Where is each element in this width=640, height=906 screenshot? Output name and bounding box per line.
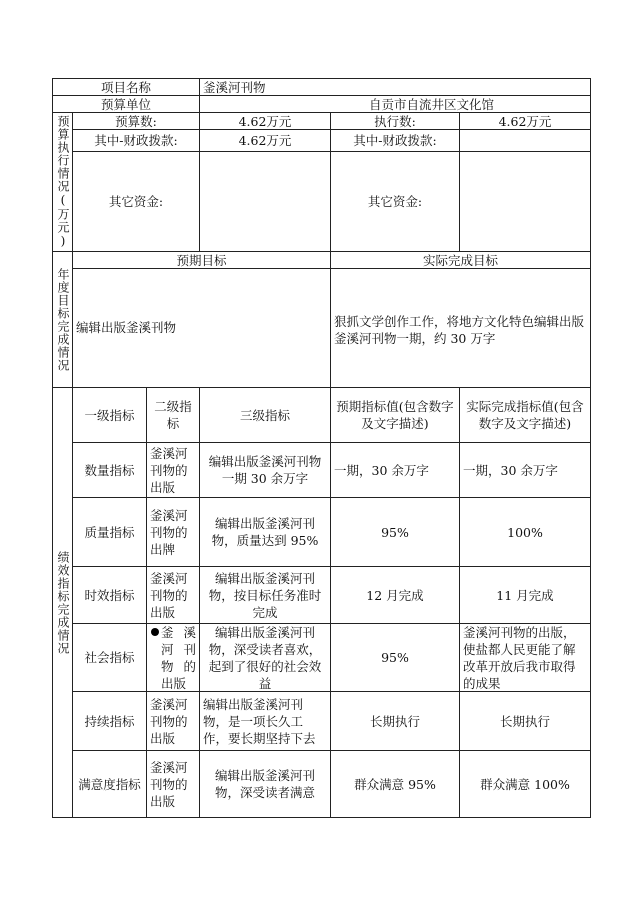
other-funds-exec-value [459, 151, 591, 252]
project-name-value: 釜溪河刊物 [199, 78, 591, 96]
other-funds-exec-label: 其它资金: [330, 151, 460, 252]
row-level3: 编辑出版釜溪河刊物，深受读者喜欢，起到了很好的社会效益 [199, 623, 331, 692]
row-expected-value: 95% [330, 623, 460, 692]
fiscal-execution-value [459, 129, 591, 152]
row-level2: 釜溪河刊物的出牌 [146, 497, 200, 567]
budget-unit-value: 自贡市自流井区文化馆 [199, 95, 591, 113]
row-expected-value: 群众满意 95% [330, 750, 460, 818]
row-level2: 釜溪河刊物的出版 [146, 442, 200, 498]
row-expected-value: 长期执行 [330, 691, 460, 751]
fiscal-allocation-value: 4.62万元 [199, 129, 331, 152]
actual-target-header: 实际完成目标 [330, 251, 591, 269]
fiscal-execution-label: 其中-财政拨款: [330, 129, 460, 152]
actual-target-text: 狠抓文学创作工作，将地方文化特色编辑出版釜溪河刊物一期，约 30 万字 [330, 268, 591, 388]
row-level3: 编辑出版釜溪河刊物，质量达到 95% [199, 497, 331, 567]
row-level2: 釜溪河刊物的出版 [146, 750, 200, 818]
fiscal-allocation-label: 其中-财政拨款: [72, 129, 200, 152]
budget-amount-label: 预算数: [72, 112, 200, 130]
row-actual-value: 群众满意 100% [459, 750, 591, 818]
header-level1: 一级指标 [72, 387, 147, 443]
row-actual-value: 釜溪河刊物的出版，使盐都人民更能了解改革开放后我市取得的成果 [459, 623, 591, 692]
row-expected-value: 12 月完成 [330, 566, 460, 624]
row-level2: 釜溪河刊物的出版 [146, 691, 200, 751]
project-name-label: 项目名称 [52, 78, 200, 96]
row-level3: 编辑出版釜溪河刊物，是一项长久工作，要长期坚持下去 [199, 691, 331, 751]
row-actual-value: 11 月完成 [459, 566, 591, 624]
expected-target-text: 编辑出版釜溪刊物 [72, 268, 331, 388]
header-level3: 三级指标 [199, 387, 331, 443]
expected-target-header: 预期目标 [72, 251, 331, 269]
row-level1: 持续指标 [72, 691, 147, 751]
header-expected-value: 预期指标值(包含数字及文字描述) [330, 387, 460, 443]
other-funds-label: 其它资金: [72, 151, 200, 252]
row-level3: 编辑出版釜溪河刊物一期 30 余万字 [199, 442, 331, 498]
budget-execution-side-label: 预算执行情况(万元) [52, 112, 73, 252]
execution-amount-value: 4.62万元 [459, 112, 591, 130]
budget-unit-label: 预算单位 [52, 95, 200, 113]
row-actual-value: 长期执行 [459, 691, 591, 751]
header-level2: 二级指标 [146, 387, 200, 443]
budget-amount-value: 4.62万元 [199, 112, 331, 130]
execution-amount-label: 执行数: [330, 112, 460, 130]
row-level1: 时效指标 [72, 566, 147, 624]
header-actual-value: 实际完成指标值(包含数字及文字描述) [459, 387, 591, 443]
row-level3: 编辑出版釜溪河刊物，深受读者满意 [199, 750, 331, 818]
row-level1: 数量指标 [72, 442, 147, 498]
row-expected-value: 95% [330, 497, 460, 567]
bullet-icon [151, 628, 159, 636]
annual-target-side-label: 年度目标完成情况 [52, 251, 73, 388]
row-actual-value: 一期，30 余万字 [459, 442, 591, 498]
row-actual-value: 100% [459, 497, 591, 567]
row-level2-cell [146, 623, 200, 692]
row-level1: 满意度指标 [72, 750, 147, 818]
row-level2: 釜溪河刊物的出版 [146, 566, 200, 624]
row-level2: 釜溪河刊物的出版 [161, 624, 196, 691]
row-level3: 编辑出版釜溪河刊物，按目标任务准时完成 [199, 566, 331, 624]
row-level1: 质量指标 [72, 497, 147, 567]
other-funds-value [199, 151, 331, 252]
performance-side-label: 绩效指标完成情况 [52, 387, 73, 818]
row-expected-value: 一期，30 余万字 [330, 442, 460, 498]
row-level1: 社会指标 [72, 623, 147, 692]
